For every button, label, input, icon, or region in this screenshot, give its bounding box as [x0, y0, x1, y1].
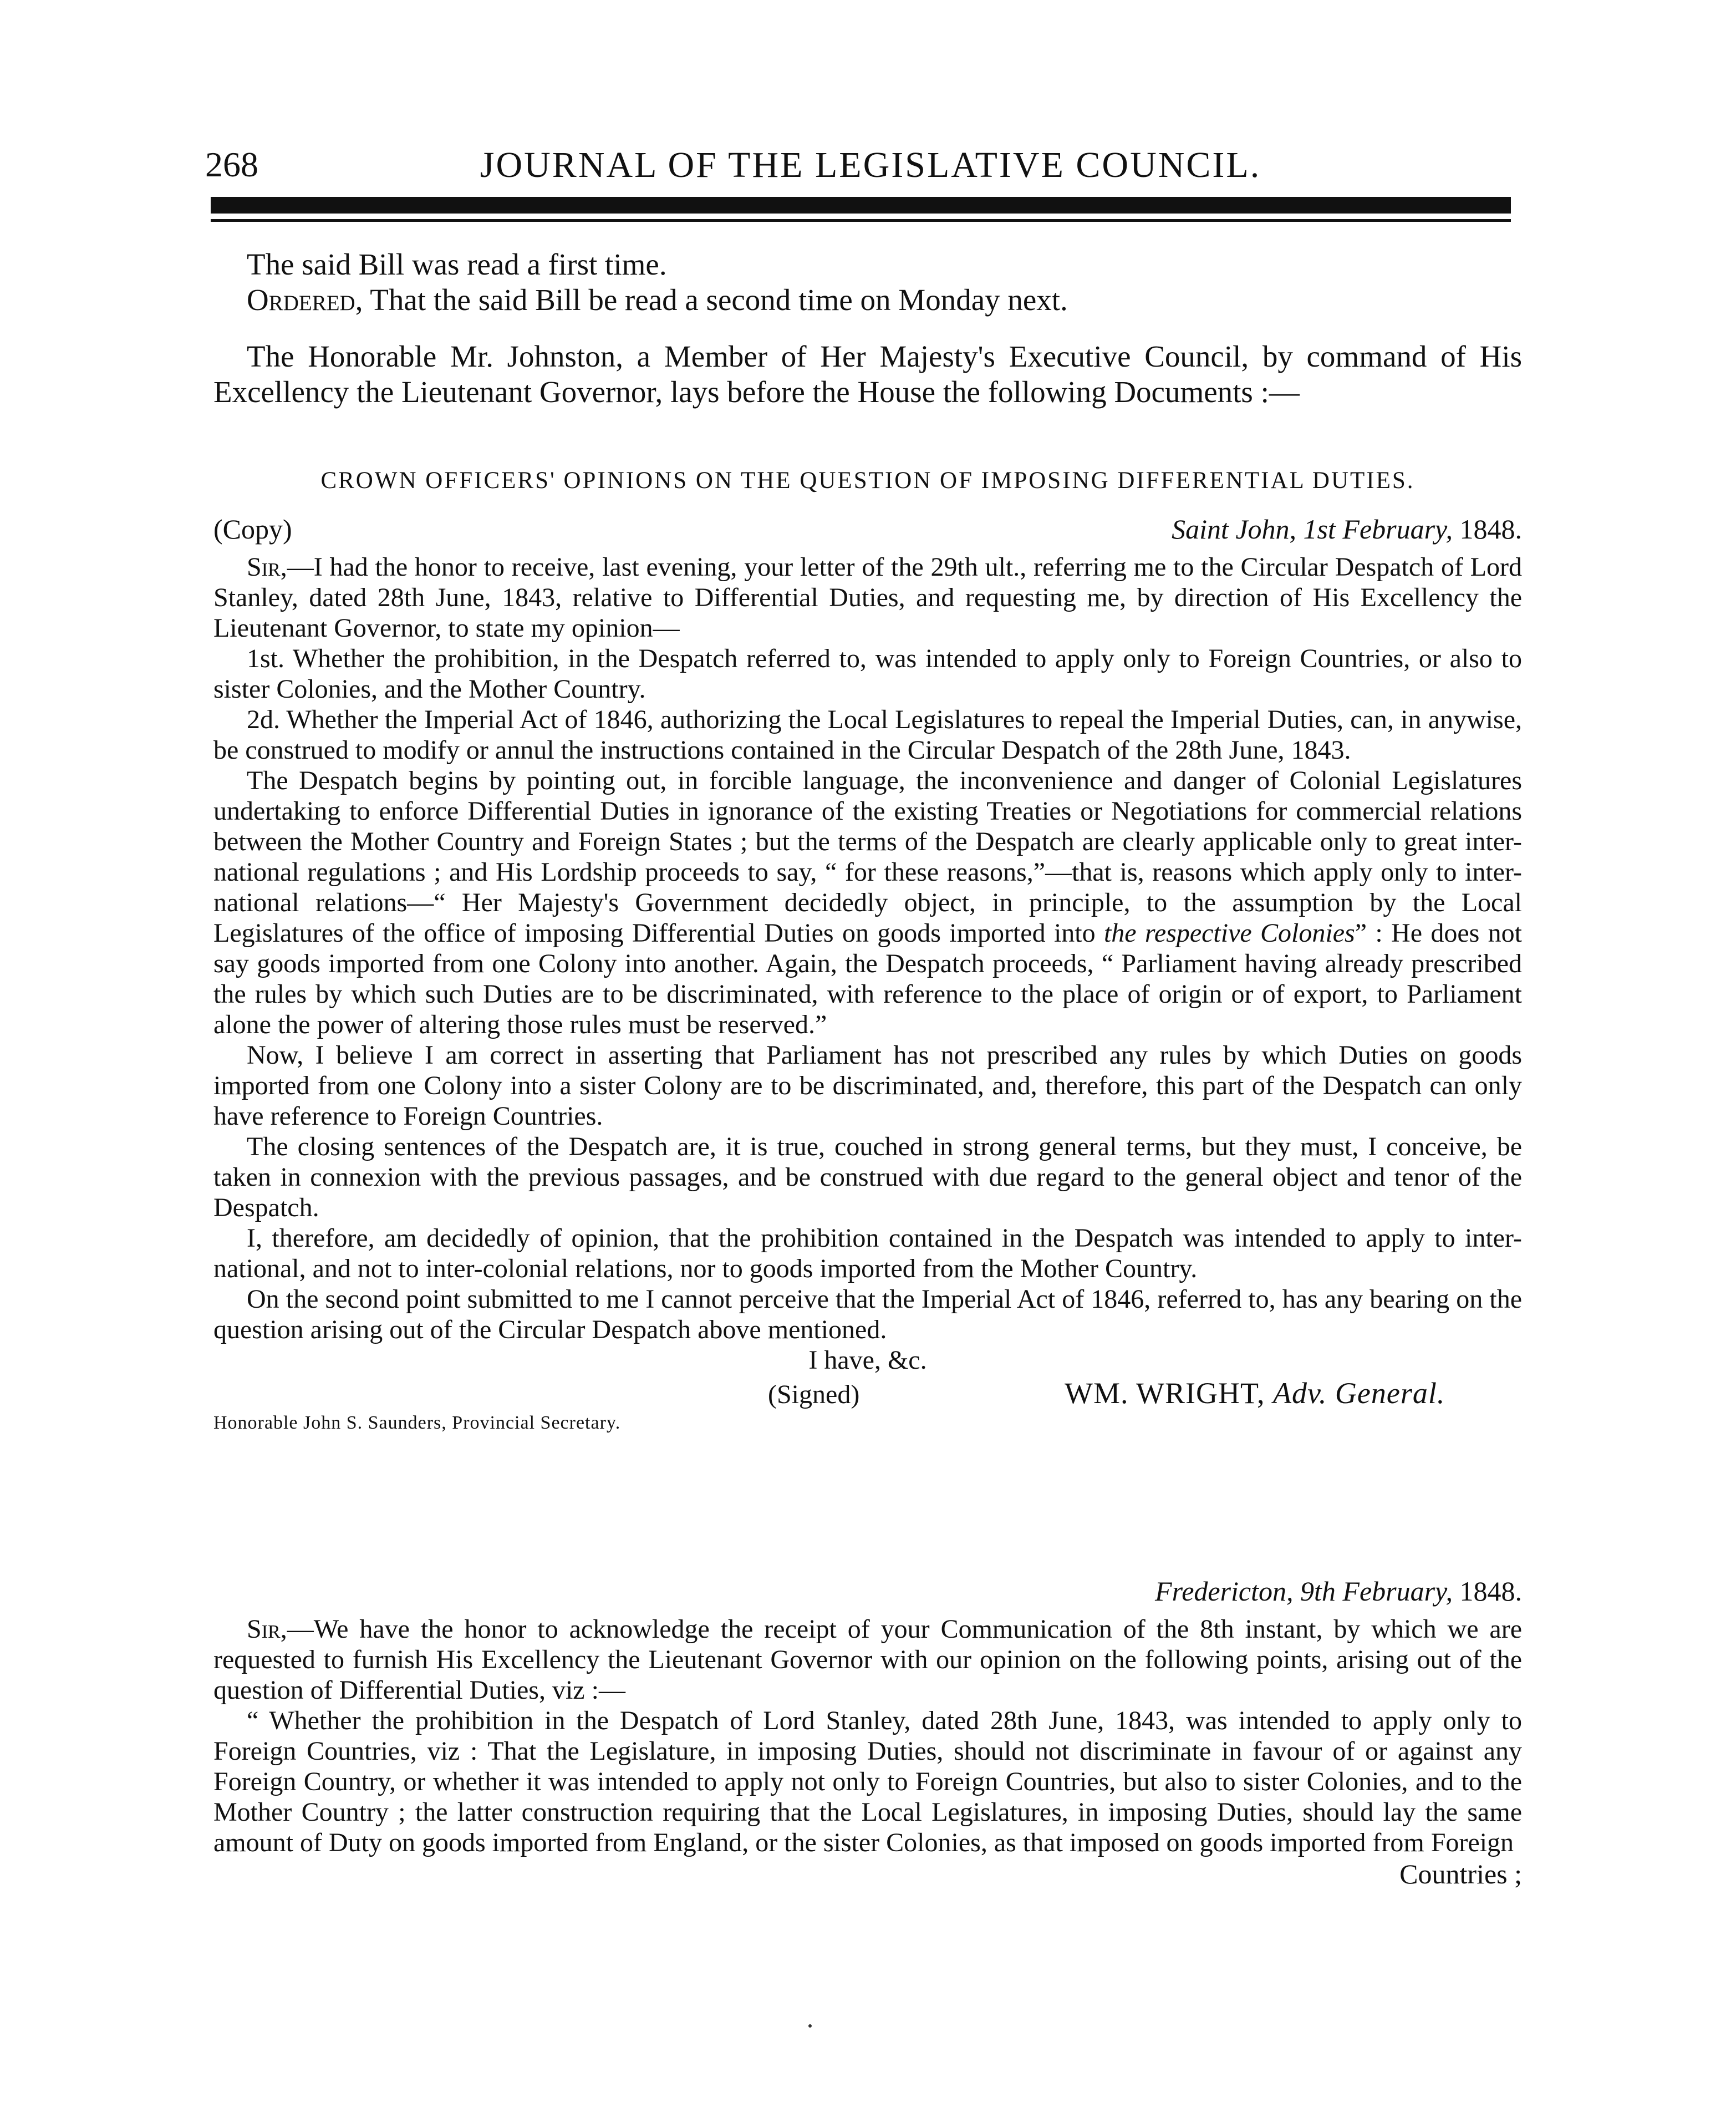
ordered-text: That the said Bill be read a second time on Monday next.	[363, 283, 1068, 317]
letter1-date	[1172, 513, 1522, 545]
signed-label: (Signed)	[768, 1380, 860, 1409]
letter1-paragraph-4	[213, 765, 1522, 1040]
letter1-p4b: the respective Colonies	[1103, 918, 1355, 948]
letter1-p4c: ” : He does not say goods imported from one Colony into another. Again, the Despatch proceeds, “ Parliament having already prescribed the rules by which such Duties are to be discriminated, with reference to the place of origin or of export, to Parliament alone the power of altering those rules must be reserved.”	[213, 918, 1522, 1039]
documents-paragraph: The Honorable Mr. Johnston, a Member of Her Majesty's Executive Council, by command of His Excellency the Lieutenant Governor, lays before the House the following Documents :—	[213, 339, 1522, 409]
letter-1	[213, 513, 1522, 1434]
header-rule-thin	[211, 219, 1511, 222]
letter1-signature	[213, 1376, 1522, 1413]
page-speck	[808, 2024, 812, 2028]
ordered-line	[213, 282, 1522, 318]
letter2-year: 1848.	[1459, 1576, 1522, 1607]
letter1-p1-text: —I had the honor to receive, last evening, your letter of the 29th ult., referring me to the Circular Despatch of Lord Stanley, dated 28th June, 1843, relative to Differential Duties, and requesting me, by direction of His Excellency the Lieutenant Governor, to state my opinion—	[213, 552, 1522, 643]
signer-title: Adv. General.	[1272, 1376, 1445, 1410]
letter1-salutation: Sir,	[247, 552, 287, 582]
letter-2	[213, 1575, 1522, 1890]
letter1-paragraph-6: The closing sentences of the Despatch are, it is true, couched in strong general terms, but they must, I conceive, be taken in connexion with the previous passages, and be construed with due regard to the general object and tenor of the Despatch.	[213, 1132, 1522, 1222]
letter1-year: 1848.	[1459, 514, 1522, 545]
letter1-dateline	[213, 513, 1522, 545]
signer-name: WM. WRIGHT,	[1065, 1376, 1265, 1410]
signer-block	[1065, 1376, 1445, 1410]
ordered-word: Ordered,	[247, 283, 363, 317]
letter1-paragraph-5: Now, I believe I am correct in asserting that Parliament has not prescribed any rules by which Duties on goods imported from one Colony into a sister Colony are to be discriminated, and, therefore, this part of the Despatch can only have reference to Foreign Countries.	[213, 1040, 1522, 1131]
section-heading: CROWN OFFICERS' OPINIONS ON THE QUESTION OF IMPOSING DIFFERENTIAL DUTIES.	[320, 468, 1415, 494]
letter1-p4a: The Despatch begins by pointing out, in forcible language, the inconvenience and danger of Colonial Legislatures undertaking to enforce Differential Duties in ignorance of the existing Treaties or Negotiations for commercial relations between the Mother Country and Foreign States ; but the terms of the Despatch are clearly applicable only to great inter-national regulations ; and His Lordship proceeds to say, “ for these reasons,”—that is, reasons which apply only to inter-national relations—“ Her Majesty's Government decidedly object, in principle, to the assumption by the Local Legislatures of the office of imposing Differential Duties on goods imported into	[213, 766, 1522, 948]
letter2-dateline	[213, 1575, 1522, 1607]
letter1-paragraph-7: I, therefore, am decidedly of opinion, that the prohibition contained in the Despatch was intended to apply to inter-national, and not to inter-colonial relations, nor to goods imported from the Mother Country.	[213, 1223, 1522, 1283]
letter1-closing: I have, &c.	[808, 1345, 927, 1375]
letter2-salutation: Sir,	[247, 1614, 287, 1644]
catchword: Countries ;	[1399, 1858, 1522, 1889]
bill-read-line: The said Bill was read a first time.	[247, 247, 667, 281]
subheading-block	[213, 467, 1522, 494]
copy-label: (Copy)	[213, 514, 292, 545]
page-number: 268	[205, 145, 258, 184]
letter2-p1-text: —We have the honor to acknowledge the receipt of your Communication of the 8th instant, by which we are requested to furnish His Excellency the Lieutenant Governor with our opinion on the following points, arising out of the question of Differential Duties, viz :—	[213, 1614, 1522, 1705]
letter1-paragraph-3: 2d. Whether the Imperial Act of 1846, authorizing the Local Legislatures to repeal the Imperial Duties, can, in anywise, be construed to modify or annul the instructions contained in the Circular Despatch of the 28th June, 1843.	[213, 705, 1522, 765]
header-rule-thick	[211, 197, 1511, 214]
intro-block	[213, 247, 1522, 410]
running-header	[205, 139, 1519, 189]
letter1-paragraph-1	[213, 552, 1522, 643]
letter1-addressee: Honorable John S. Saunders, Provincial Secretary.	[213, 1413, 621, 1433]
letter1-place-date: Saint John, 1st February,	[1172, 514, 1453, 545]
letter1-paragraph-2: 1st. Whether the prohibition, in the Despatch referred to, was intended to apply only to Foreign Countries, or also to sister Colonies, and the Mother Country.	[213, 644, 1522, 704]
letter2-paragraph-1	[213, 1614, 1522, 1705]
letter2-place-date: Fredericton, 9th February,	[1155, 1576, 1453, 1607]
letter2-paragraph-2: “ Whether the prohibition in the Despatch of Lord Stanley, dated 28th June, 1843, was intended to apply only to Foreign Countries, viz : That the Legislature, in imposing Duties, should not discriminate in favour of or against any Foreign Country, or whether it was intended to apply not only to Foreign Countries, but also to sister Colonies, and to the Mother Country ; the latter construction requiring that the Local Legislatures, in imposing Duties, should lay the same amount of Duty on goods imported from England, or the sister Colonies, as that imposed on goods imported from Foreign	[213, 1706, 1522, 1857]
journal-title: JOURNAL OF THE LEGISLATIVE COUNCIL.	[480, 145, 1261, 185]
letter1-paragraph-8: On the second point submitted to me I cannot perceive that the Imperial Act of 1846, referred to, has any bearing on the question arising out of the Circular Despatch above mentioned.	[213, 1284, 1522, 1344]
